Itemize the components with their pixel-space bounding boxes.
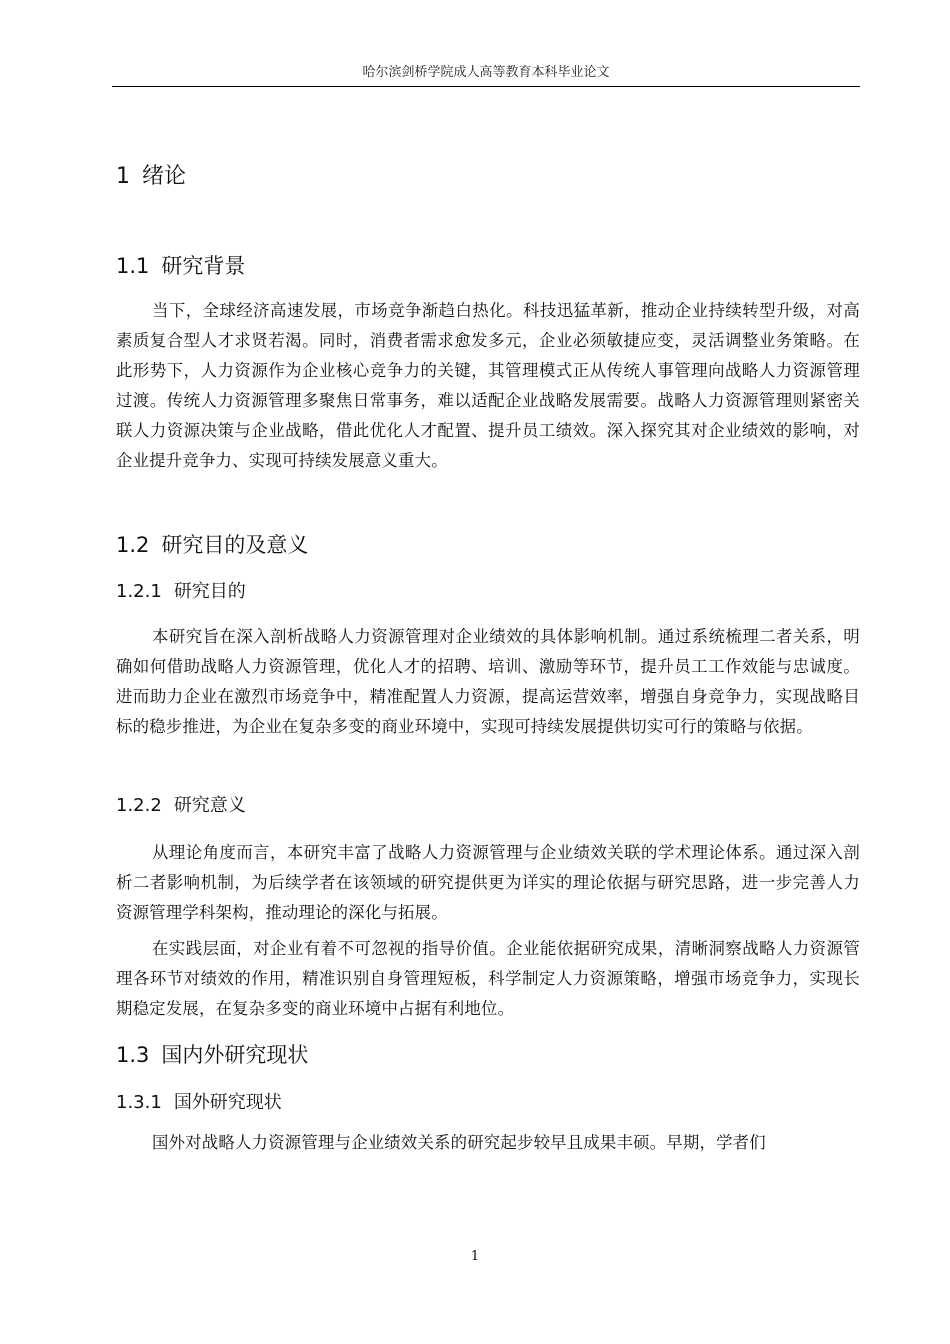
chapter-heading [116,162,186,192]
section-number: 1.1 [116,254,150,278]
paragraph-research-significance-theory: 从理论角度而言，本研究丰富了战略人力资源管理与企业绩效关联的学术理论体系。通过深入剖析二者影响机制，为后续学者在该领域的研究提供更为详实的理论依据与研究思路，进一步完善人力资源管理学科架构，推动理论的深化与拓展。 [116,843,860,922]
section-title: 研究目的及意义 [161,533,309,557]
section-title: 国内外研究现状 [161,1043,309,1067]
paragraph-foreign-research: 国外对战略人力资源管理与企业绩效关系的研究起步较早且成果丰硕。早期，学者们 [152,1133,766,1152]
page-number: 1 [470,1249,480,1264]
paragraph-research-significance-practice: 在实践层面，对企业有着不可忽视的指导价值。企业能依据研究成果，清晰洞察战略人力资源管理各环节对绩效的作用，精准识别自身管理短板，科学制定人力资源策略，增强市场竞争力，实现长期稳定发展，在复杂多变的商业环境中占据有利地位。 [116,939,860,1018]
subsection-number: 1.2.1 [116,581,162,602]
section-title: 研究背景 [161,254,246,278]
subsection-title: 研究目的 [173,581,246,602]
chapter-number: 1 [116,164,130,189]
subsection-number: 1.3.1 [116,1092,162,1113]
paragraph-research-background: 当下，全球经济高速发展，市场竞争渐趋白热化。科技迅猛革新，推动企业持续转型升级，对高素质复合型人才求贤若渴。同时，消费者需求愈发多元，企业必须敏捷应变，灵活调整业务策略。在此形势下，人力资源作为企业核心竞争力的关键，其管理模式正从传统人事管理向战略人力资源管理过渡。传统人力资源管理多聚焦日常事务，难以适配企业战略发展需要。战略人力资源管理则紧密关联人力资源决策与企业战略，借此优化人才配置、提升员工绩效。深入探究其对企业绩效的影响，对企业提升竞争力、实现可持续发展意义重大。 [116,301,860,470]
subsection-number: 1.2.2 [116,795,162,816]
subsection-heading-1-2-1 [116,578,246,606]
subsection-heading-1-2-2 [116,792,246,820]
section-number: 1.3 [116,1043,150,1067]
section-heading-1-3 [116,1040,308,1070]
subsection-heading-1-3-1 [116,1089,282,1117]
subsection-title: 研究意义 [173,795,246,816]
paragraph-research-purpose: 本研究旨在深入剖析战略人力资源管理对企业绩效的具体影响机制。通过系统梳理二者关系，明确如何借助战略人力资源管理，优化人才的招聘、培训、激励等环节，提升员工工作效能与忠诚度。进而助力企业在激烈市场竞争中，精准配置人力资源，提高运营效率，增强自身竞争力，实现战略目标的稳步推进，为企业在复杂多变的商业环境中，实现可持续发展提供切实可行的策略与依据。 [116,627,860,736]
section-heading-1-1 [116,251,245,281]
chapter-title: 绪论 [142,164,187,189]
section-heading-1-2 [116,530,308,560]
subsection-title: 国外研究现状 [173,1092,282,1113]
section-number: 1.2 [116,533,150,557]
running-header: 哈尔滨剑桥学院成人高等教育本科毕业论文 [112,62,860,87]
